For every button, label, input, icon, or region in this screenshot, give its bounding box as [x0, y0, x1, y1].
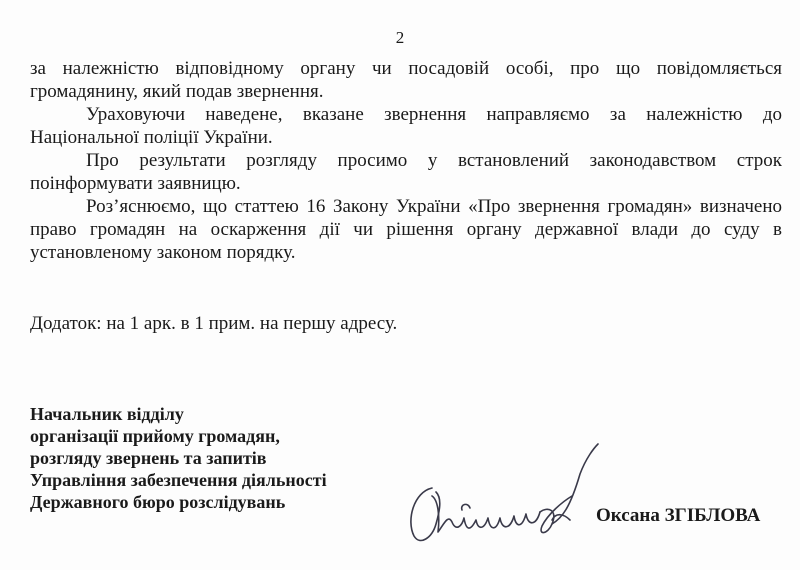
paragraph-redirect: Ураховуючи наведене, вказане звернення направляємо за належністю до Національної поліції України. — [30, 104, 782, 148]
page-number: 2 — [395, 28, 405, 47]
signatory-title-line: організації прийому громадян, — [30, 426, 280, 446]
signatory-title-block — [30, 403, 327, 513]
handwritten-signature — [402, 440, 602, 550]
letter-body — [30, 57, 782, 264]
signatory-title-line: Управління забезпечення діяльності — [30, 470, 327, 490]
signer-name: Оксана ЗГІБЛОВА — [596, 505, 761, 526]
signatory-title-line: розгляду звернень та запитів — [30, 448, 267, 468]
signatory-title-line: Державного бюро розслідувань — [30, 492, 286, 512]
paragraph-results-request: Про результати розгляду просимо у встановлений законодавством строк поінформувати заявницю. — [30, 150, 782, 194]
attachment-note: Додаток: на 1 арк. в 1 прим. на першу адресу. — [30, 313, 398, 334]
signatory-title-line: Начальник відділу — [30, 404, 184, 424]
paragraph-continuation: за належністю відповідному органу чи посадовій особі, про що повідомляється громадянину, який подав звернення. — [30, 58, 782, 102]
paragraph-appeal-rights: Роз’яснюємо, що статтею 16 Закону України «Про звернення громадян» визначено право громадян на оскарження дії чи рішення органу державної влади до суду в установленому законом порядку. — [30, 196, 782, 263]
